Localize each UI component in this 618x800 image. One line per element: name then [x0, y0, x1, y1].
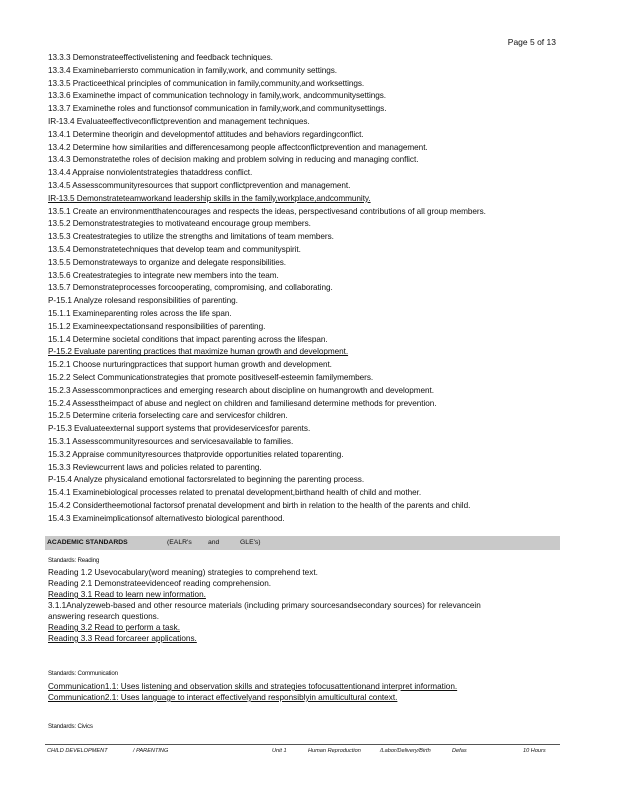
- standard-line: 15.2.1 Choose nurturingpractices that support human growth and development.: [48, 360, 332, 370]
- standard-line: 13.5.4 Demonstratetechniques that develop team and communityspirit.: [48, 244, 301, 254]
- standard-line: 13.3.6 Examinethe impact of communication technology in family,work, andcommunitysettings.: [48, 91, 387, 101]
- standard-line: P-15.1 Analyze rolesand responsibilities of parenting.: [48, 296, 238, 306]
- standard-line: 13.5.5 Demonstrateways to organize and delegate responsibilities.: [48, 257, 286, 267]
- academic-standards-bar: [45, 536, 560, 550]
- footer-topic: /Labor/Delivery/Birth: [380, 748, 431, 754]
- standard-line: 13.4.2 Determine how similarities and differencesamong people affectconflictprevention and management.: [48, 142, 428, 152]
- standard-line: 15.1.2 Examineexpectationsand responsibilities of parenting.: [48, 321, 266, 331]
- standard-line: Reading 3.3 Read forcareer applications.: [48, 634, 197, 643]
- standard-line: 15.1.4 Determine societal conditions that impact parenting across the lifespan.: [48, 334, 328, 344]
- standard-line: 13.4.4 Appraise nonviolentstrategies thataddress conflict.: [48, 168, 253, 178]
- footer-unit-title: Human Reproduction: [308, 748, 361, 754]
- footer-divider: [45, 744, 560, 745]
- standard-line: 13.3.3 Demonstrateeffectivelistening and feedback techniques.: [48, 53, 273, 62]
- standard-line: answering research questions.: [48, 612, 160, 621]
- footer-parenting: / PARENTING: [133, 748, 169, 754]
- standard-line: 15.2.3 Assesscommonpractices and emerging research about discipline on humangrowth and development.: [48, 385, 435, 395]
- standard-line: Reading 3.2 Read to perform a task.: [48, 623, 180, 632]
- standard-line: Communication1.1: Uses listening and observation skills and strategies tofocusattentionand interpret information.: [48, 682, 458, 691]
- standard-line: P-15.4 Analyze physicaland emotional factorsrelated to beginning the parenting process.: [48, 475, 365, 485]
- footer-defas: Defas: [452, 748, 467, 754]
- standard-line: 15.4.2 Considertheemotional factorsof prenatal development and birth in relation to the health of the parents and child.: [48, 500, 471, 510]
- standard-line: 13.5.2 Demonstratestrategies to motivateand encourage group members.: [48, 219, 311, 229]
- academic-paren: (EALR's: [167, 539, 192, 546]
- standard-line: P-15.2 Evaluate parenting practices that maximize human growth and development.: [48, 347, 349, 357]
- standard-line: 13.3.4 Examinebarriersto communication in family,work, and community settings.: [48, 65, 337, 75]
- communication-standards: [48, 681, 558, 703]
- standard-line: 15.4.3 Examineimplicationsof alternativesto biological parenthood.: [48, 513, 285, 523]
- standard-line: 13.4.1 Determine theorigin and developmentof attitudes and behaviors regardingconflict.: [48, 129, 364, 139]
- standard-line: 15.3.3 Reviewcurrent laws and policies related to parenting.: [48, 462, 262, 472]
- standard-line: 15.2.5 Determine criteria forselecting care and servicesfor children.: [48, 411, 288, 421]
- reading-standards: [48, 567, 558, 644]
- standard-line: IR-13.5 Demonstrateteamworkand leadership skills in the family,workplace,andcommunity.: [48, 193, 371, 203]
- standard-line: 13.5.6 Createstrategies to integrate new members into the team.: [48, 270, 279, 280]
- standard-line: Reading 1.2 Usevocabulary(word meaning) strategies to comprehend text.: [48, 568, 318, 577]
- standard-line: 13.4.3 Demonstratethe roles of decision making and problem solving in reducing and managing conflict.: [48, 155, 419, 165]
- standard-line: 13.3.5 Practiceethical principles of communication in family,community,and worksettings.: [48, 78, 365, 88]
- standard-line: 15.4.1 Examinebiological processes related to prenatal development,birthand health of child and mother.: [48, 488, 422, 498]
- footer-unit: Unit 1: [272, 748, 287, 754]
- standard-line: 15.1.1 Examineparenting roles across the life span.: [48, 308, 232, 318]
- standard-line: Reading 3.1 Read to learn new information.: [48, 590, 206, 599]
- standard-line: Communication2.1: Uses language to interact effectivelyand responsiblyin amulticultural context.: [48, 693, 398, 702]
- communication-label: Standards: Communication: [48, 670, 118, 677]
- standard-line: 3.1.1Analyzeweb-based and other resource materials (including primary sourcesandsecondary sources) for relevancein: [48, 601, 481, 610]
- page-number: Page 5 of 13: [507, 37, 556, 47]
- academic-standards-title: ACADEMIC STANDARDS: [47, 539, 128, 546]
- standard-line: 15.3.2 Appraise communityresources thatprovide opportunities related toparenting.: [48, 449, 344, 459]
- standard-line: 13.4.5 Assesscommunityresources that support conflictprevention and management.: [48, 180, 351, 190]
- footer-course: CHILD DEVELOPMENT: [47, 748, 108, 754]
- reading-label: Standards: Reading: [48, 557, 100, 564]
- standard-line: Reading 2.1 Demonstrateevidenceof reading comprehension.: [48, 579, 272, 588]
- academic-and: and: [208, 539, 220, 546]
- standard-line: 13.5.1 Create an environmentthatencourages and respects the ideas, perspectivesand contributions of all group members.: [48, 206, 486, 216]
- standards-list: [48, 52, 568, 525]
- standard-line: 13.3.7 Examinethe roles and functionsof communication in family,work,and communitysettings.: [48, 104, 387, 114]
- standard-line: 15.3.1 Assesscommunityresources and servicesavailable to families.: [48, 436, 294, 446]
- footer-hours: 10 Hours: [523, 748, 546, 754]
- standard-line: 13.5.3 Createstrategies to utilize the strengths and limitations of team members.: [48, 232, 334, 242]
- standard-line: 15.2.4 Assesstheimpact of abuse and neglect on children and familiesand determine methods for prevention.: [48, 398, 437, 408]
- standard-line: P-15.3 Evaluateexternal support systems that provideservicesfor parents.: [48, 424, 311, 434]
- civics-label: Standards: Civics: [48, 723, 93, 730]
- standard-line: 15.2.2 Select Communicationstrategies that promote positiveself-esteemin familymembers.: [48, 372, 374, 382]
- standard-line: IR-13.4 Evaluateeffectiveconflictprevention and management techniques.: [48, 116, 310, 126]
- standard-line: 13.5.7 Demonstrateprocesses forcooperating, compromising, and collaborating.: [48, 283, 333, 293]
- academic-gles: GLE's): [240, 539, 261, 546]
